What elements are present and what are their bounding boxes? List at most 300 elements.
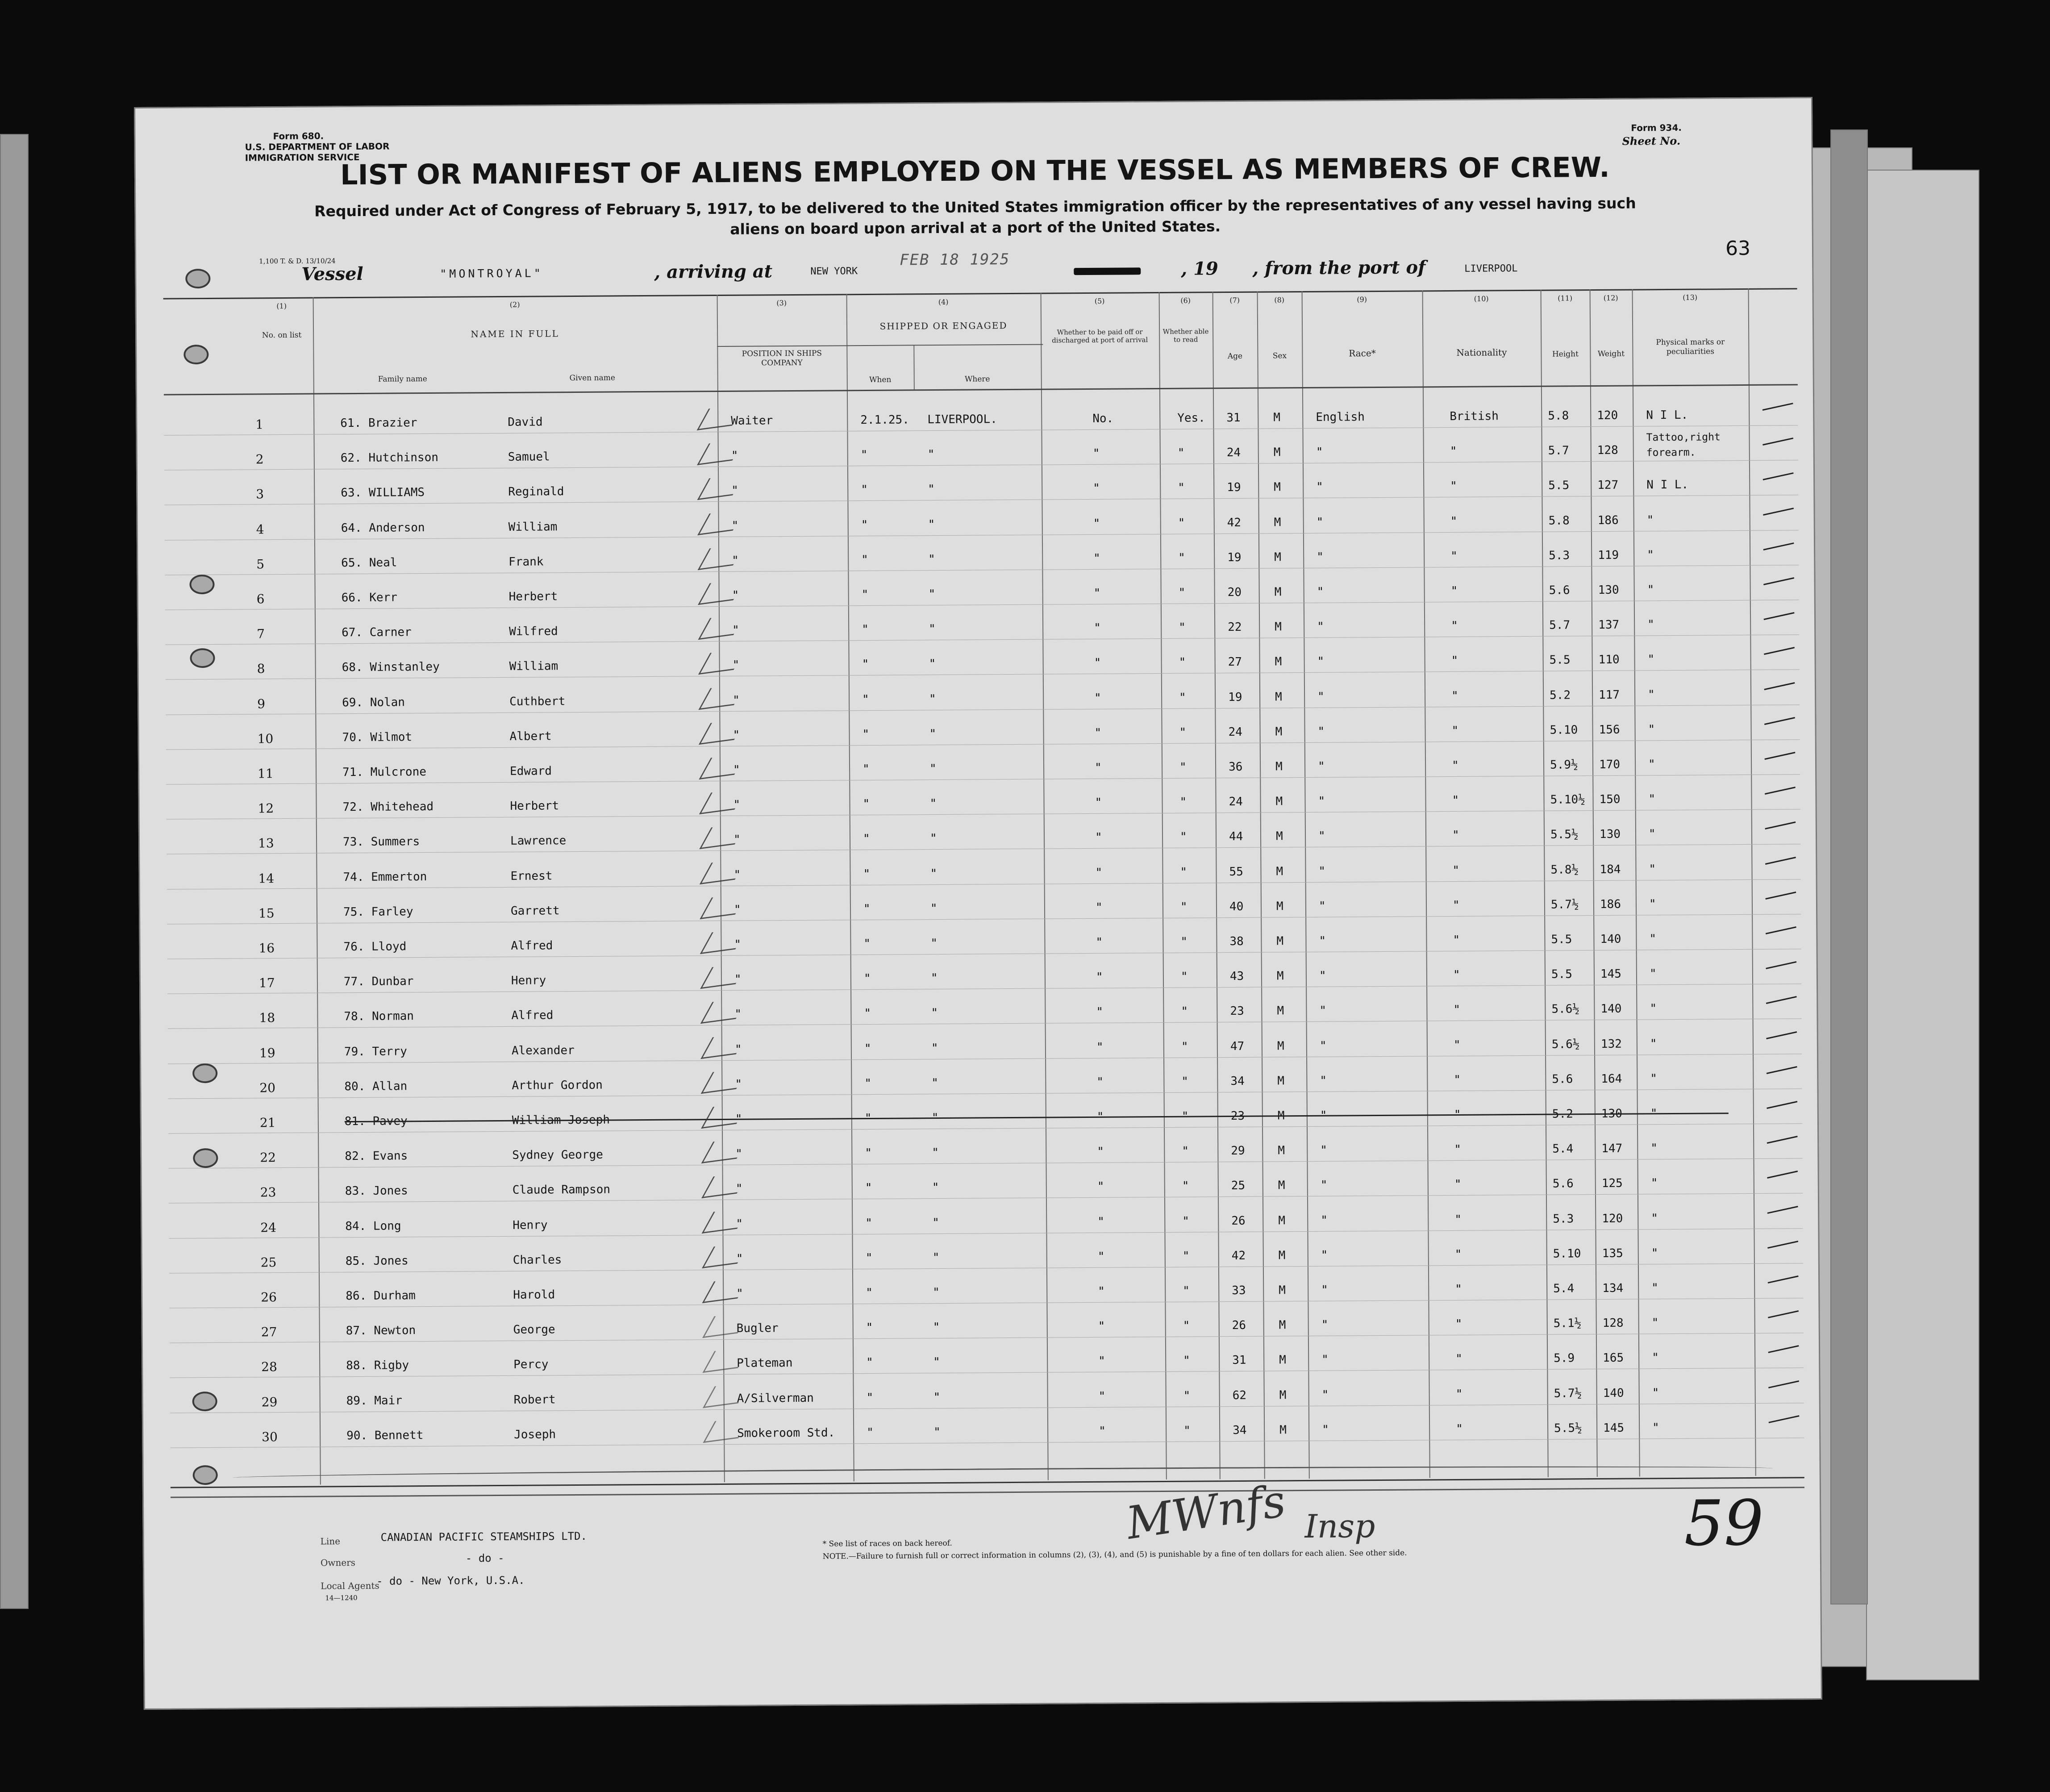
subtitle-line-2: aliens on board upon arrival at a port of the United States. xyxy=(730,217,1221,238)
weight-cell: 140 xyxy=(1600,932,1621,946)
height-cell: 5.4 xyxy=(1552,1142,1574,1156)
weight-cell: 150 xyxy=(1599,792,1621,807)
family-name-cell: 77. Dunbar xyxy=(343,975,414,989)
shipped-when-cell: 2.1.25. xyxy=(860,413,909,427)
family-name-cell: 81. Pavey xyxy=(344,1114,408,1129)
page-title: LIST OR MANIFEST OF ALIENS EMPLOYED ON THE VESSEL AS MEMBERS OF CREW. xyxy=(340,150,1610,192)
row-number-cell: 4 xyxy=(256,521,264,537)
form-number-left: Form 680. xyxy=(273,130,324,142)
owners-value: - do - xyxy=(465,1551,504,1565)
weight-cell: 120 xyxy=(1602,1212,1623,1225)
able-to-read-cell: " xyxy=(1178,481,1185,495)
margin-tick xyxy=(1763,542,1794,550)
col-2-number: (2) xyxy=(509,300,520,309)
able-to-read-cell: " xyxy=(1179,830,1187,844)
sex-cell: M xyxy=(1275,620,1282,634)
from-port-label: , from the port of xyxy=(1252,257,1426,279)
weight-cell: 128 xyxy=(1597,443,1618,458)
margin-tick xyxy=(1765,857,1796,865)
underlying-sheet-right-2 xyxy=(1866,170,1979,1680)
height-cell: 5.8 xyxy=(1548,409,1569,423)
margin-tick xyxy=(1767,1101,1797,1109)
physical-marks-cell: " xyxy=(1649,862,1656,876)
nationality-cell: " xyxy=(1453,933,1460,947)
margin-tick xyxy=(1766,996,1797,1004)
family-name-cell: 61. Brazier xyxy=(340,416,417,430)
paid-off-cell: " xyxy=(1096,935,1103,949)
given-name-cell: William xyxy=(509,659,558,674)
position-cell: Waiter xyxy=(731,414,773,428)
position-cell: " xyxy=(731,519,739,533)
nationality-cell: " xyxy=(1455,1282,1462,1296)
able-to-read-cell: " xyxy=(1178,586,1186,600)
paid-off-cell: " xyxy=(1098,1284,1105,1298)
nationality-cell: " xyxy=(1453,968,1460,982)
race-cell: " xyxy=(1316,480,1323,494)
shipped-when-cell: " xyxy=(862,658,869,671)
col-11-header: Height xyxy=(1552,350,1579,359)
shipped-when-cell: " xyxy=(865,1251,873,1265)
given-name-cell: Samuel xyxy=(508,450,550,464)
nationality-cell: " xyxy=(1454,1247,1462,1261)
race-cell: " xyxy=(1316,445,1323,459)
inspector-suffix: Insp xyxy=(1304,1507,1375,1546)
race-cell: " xyxy=(1317,725,1325,738)
nationality-cell: " xyxy=(1456,1422,1463,1436)
weight-cell: 125 xyxy=(1601,1177,1623,1191)
height-cell: 5.7½ xyxy=(1554,1386,1582,1400)
position-cell: " xyxy=(732,554,739,567)
paid-off-cell: " xyxy=(1097,1145,1104,1159)
height-cell: 5.10½ xyxy=(1550,793,1585,807)
family-name-cell: 68. Winstanley xyxy=(342,660,440,675)
weight-cell: 128 xyxy=(1602,1316,1624,1330)
agents-label: Local Agents xyxy=(321,1580,379,1592)
margin-tick xyxy=(1767,1171,1798,1179)
col-8-number: (8) xyxy=(1274,296,1285,304)
nationality-cell: " xyxy=(1453,1038,1461,1052)
given-name-cell: George xyxy=(513,1323,555,1337)
paid-off-cell: " xyxy=(1097,1250,1105,1263)
family-name-cell: 89. Mair xyxy=(346,1393,403,1408)
height-cell: 5.1½ xyxy=(1553,1317,1582,1330)
age-cell: 43 xyxy=(1229,970,1244,984)
height-cell: 5.7 xyxy=(1549,618,1571,632)
given-name-cell: Joseph xyxy=(514,1428,556,1442)
binder-hole xyxy=(190,648,215,668)
height-cell: 5.3 xyxy=(1553,1212,1574,1226)
height-cell: 5.7½ xyxy=(1550,898,1579,912)
nationality-cell: " xyxy=(1454,1213,1462,1226)
col-10-header: Nationality xyxy=(1456,347,1507,358)
height-cell: 5.5½ xyxy=(1550,828,1579,842)
age-cell: 24 xyxy=(1228,725,1243,739)
physical-marks-cell: " xyxy=(1648,827,1656,841)
margin-tick xyxy=(1769,1415,1800,1423)
races-note: * See list of races on back hereof. xyxy=(822,1538,952,1549)
race-cell: " xyxy=(1320,1179,1328,1192)
shipped-when-cell: " xyxy=(866,1286,873,1300)
given-name-cell: Ernest xyxy=(510,869,553,883)
sex-cell: M xyxy=(1275,725,1283,739)
able-to-read-cell: " xyxy=(1179,795,1187,809)
able-to-read-cell: " xyxy=(1183,1354,1190,1368)
able-to-read-cell: " xyxy=(1182,1249,1190,1263)
row-number-cell: 18 xyxy=(259,1010,275,1025)
position-cell: " xyxy=(733,693,740,707)
height-cell: 5.5 xyxy=(1548,479,1570,493)
sex-cell: M xyxy=(1275,655,1282,669)
race-cell: " xyxy=(1320,1143,1328,1157)
margin-tick xyxy=(1768,1345,1799,1353)
col-2-family-header: Family name xyxy=(378,374,427,384)
department-label: U.S. DEPARTMENT OF LABOR xyxy=(245,141,390,153)
vessel-label: Vessel xyxy=(301,263,363,285)
print-code: 1,100 T. & D. 13/10/24 xyxy=(259,257,336,266)
binder-hole xyxy=(183,345,208,364)
margin-tick xyxy=(1767,1136,1798,1144)
row-number-cell: 2 xyxy=(255,452,264,467)
physical-marks-cell: " xyxy=(1650,1176,1658,1190)
family-name-cell: 90. Bennett xyxy=(346,1428,424,1442)
weight-cell: 110 xyxy=(1598,653,1620,667)
weight-cell: 119 xyxy=(1598,548,1619,562)
shipped-when-cell: " xyxy=(861,518,868,532)
height-cell: 5.5½ xyxy=(1554,1421,1582,1435)
given-name-cell: Herbert xyxy=(508,590,558,604)
position-cell: A/Silverman xyxy=(737,1391,814,1405)
given-name-cell: Claude Rampson xyxy=(512,1183,611,1197)
position-cell: " xyxy=(731,484,739,498)
sex-cell: M xyxy=(1275,760,1283,774)
height-cell: 5.9½ xyxy=(1550,758,1578,772)
family-name-cell: 79. Terry xyxy=(344,1044,407,1059)
col-3-number: (3) xyxy=(776,299,787,308)
able-to-read-cell: " xyxy=(1181,1075,1189,1088)
shipped-when-cell: " xyxy=(863,937,871,951)
row-number-cell: 12 xyxy=(258,801,274,816)
physical-marks-cell: " xyxy=(1646,513,1654,527)
paid-off-cell: " xyxy=(1097,1180,1104,1194)
family-name-cell: 82. Evans xyxy=(345,1149,408,1163)
nationality-cell: " xyxy=(1455,1387,1463,1401)
age-cell: 31 xyxy=(1232,1354,1246,1367)
subtitle-line-1: Required under Act of Congress of February 5, 1917, to be delivered to the United States immigration officer by the representatives of any vessel having such xyxy=(314,194,1636,220)
nationality-cell: " xyxy=(1450,514,1458,528)
race-cell: " xyxy=(1321,1353,1329,1367)
shipped-when-cell: " xyxy=(862,692,869,706)
col-13-number: (13) xyxy=(1683,293,1698,302)
sex-cell: M xyxy=(1274,585,1282,599)
position-cell: " xyxy=(733,833,741,847)
inspector-signature: MWnfs xyxy=(1123,1475,1289,1550)
shipped-where-cell: " xyxy=(931,1076,939,1090)
line-value: CANADIAN PACIFIC STEAMSHIPS LTD. xyxy=(380,1529,588,1544)
form-number-right: Form 934. xyxy=(1631,122,1682,133)
paid-off-cell: " xyxy=(1094,691,1101,705)
weight-cell: 165 xyxy=(1603,1351,1624,1365)
sex-cell: M xyxy=(1278,1179,1285,1192)
age-cell: 26 xyxy=(1232,1319,1246,1333)
physical-marks-cell: " xyxy=(1648,723,1655,737)
age-cell: 19 xyxy=(1228,690,1242,704)
paid-off-cell: " xyxy=(1099,1424,1106,1438)
able-to-read-cell: " xyxy=(1180,865,1188,879)
given-name-cell: Sydney George xyxy=(512,1148,603,1163)
age-cell: 42 xyxy=(1231,1249,1246,1263)
height-cell: 5.6 xyxy=(1552,1177,1574,1191)
nationality-cell: British xyxy=(1450,409,1499,424)
position-cell: Smokeroom Std. xyxy=(737,1426,835,1440)
age-cell: 25 xyxy=(1231,1179,1246,1193)
physical-marks-cell: N I L. xyxy=(1646,478,1689,492)
margin-tick xyxy=(1766,961,1796,969)
row-number-cell: 19 xyxy=(259,1045,275,1060)
family-name-cell: 86. Durham xyxy=(346,1289,416,1303)
col-2-given-header: Given name xyxy=(569,373,615,383)
physical-marks-cell: " xyxy=(1649,967,1657,981)
race-cell: " xyxy=(1317,585,1324,599)
height-cell: 5.8 xyxy=(1548,513,1570,528)
col-12-number: (12) xyxy=(1603,293,1618,302)
given-name-cell: Percy xyxy=(513,1358,549,1372)
shipped-where-cell: LIVERPOOL. xyxy=(927,413,997,427)
agents-code: 14—1240 xyxy=(325,1594,358,1602)
physical-marks-cell: " xyxy=(1650,1142,1658,1155)
paid-off-cell: " xyxy=(1094,761,1102,775)
row-number-cell: 21 xyxy=(259,1115,276,1130)
weight-cell: 156 xyxy=(1599,723,1620,737)
paid-off-cell: " xyxy=(1098,1354,1105,1368)
shipped-where-cell: " xyxy=(931,1006,938,1020)
physical-marks-cell: N I L. xyxy=(1646,408,1688,422)
paid-off-cell: " xyxy=(1098,1389,1106,1403)
paid-off-cell: " xyxy=(1094,656,1101,670)
position-cell: " xyxy=(734,1008,742,1021)
sex-cell: M xyxy=(1279,1284,1286,1297)
height-cell: 5.6 xyxy=(1552,1072,1573,1086)
sex-cell: M xyxy=(1279,1423,1287,1437)
given-name-cell: Wilfred xyxy=(509,625,558,639)
age-cell: 19 xyxy=(1227,550,1242,564)
nationality-cell: " xyxy=(1450,445,1457,458)
race-cell: " xyxy=(1322,1423,1329,1437)
position-cell: " xyxy=(733,763,740,777)
physical-marks-cell: " xyxy=(1652,1421,1659,1435)
margin-tick xyxy=(1764,682,1795,690)
height-cell: 5.9 xyxy=(1554,1351,1575,1366)
sex-cell: M xyxy=(1276,864,1283,878)
col-10-number: (10) xyxy=(1474,294,1489,303)
age-cell: 34 xyxy=(1233,1423,1247,1437)
row-number-cell: 17 xyxy=(258,975,275,991)
weight-cell: 170 xyxy=(1599,758,1621,771)
race-cell: " xyxy=(1317,620,1324,634)
sex-cell: M xyxy=(1277,1074,1285,1088)
weight-cell: 186 xyxy=(1597,513,1619,527)
owners-label: Owners xyxy=(320,1557,356,1568)
row-number-cell: 27 xyxy=(261,1325,277,1340)
position-cell: " xyxy=(733,728,740,742)
race-cell: " xyxy=(1318,829,1325,843)
binder-hole xyxy=(192,1063,217,1083)
margin-tick xyxy=(1767,1206,1798,1214)
shipped-where-cell: " xyxy=(929,727,937,741)
sex-cell: M xyxy=(1278,1144,1285,1158)
family-name-cell: 64. Anderson xyxy=(341,521,425,535)
weight-cell: 140 xyxy=(1603,1386,1624,1400)
arriving-label: , arriving at xyxy=(654,261,773,283)
margin-tick xyxy=(1764,717,1795,725)
margin-tick xyxy=(1767,1066,1797,1074)
height-cell: 5.4 xyxy=(1553,1282,1575,1296)
page-number: 63 xyxy=(1725,237,1751,260)
able-to-read-cell: " xyxy=(1179,691,1186,704)
height-cell: 5.10 xyxy=(1553,1247,1581,1261)
paid-off-cell: " xyxy=(1096,1040,1104,1054)
row-number-cell: 3 xyxy=(256,487,264,502)
shipped-when-cell: " xyxy=(861,588,869,602)
sex-cell: M xyxy=(1279,1388,1287,1402)
margin-tick xyxy=(1763,577,1794,585)
weight-cell: 130 xyxy=(1598,583,1619,597)
able-to-read-cell: " xyxy=(1181,1040,1188,1054)
row-number-cell: 23 xyxy=(260,1185,276,1200)
nationality-cell: " xyxy=(1453,1003,1461,1017)
paid-off-cell: No. xyxy=(1092,412,1114,425)
shipped-where-cell: " xyxy=(933,1355,940,1369)
height-cell: 5.6½ xyxy=(1551,1037,1580,1051)
shipped-when-cell: " xyxy=(861,553,868,567)
race-cell: " xyxy=(1319,1004,1327,1018)
paid-off-cell: " xyxy=(1092,446,1100,461)
nationality-cell: " xyxy=(1452,794,1459,808)
position-cell: " xyxy=(735,1147,743,1161)
shipped-where-cell: " xyxy=(930,901,938,915)
race-cell: " xyxy=(1316,515,1324,529)
row-number-cell: 13 xyxy=(258,836,274,851)
shipped-when-cell: " xyxy=(863,902,871,916)
given-name-cell: Alexander xyxy=(511,1043,575,1058)
shipped-where-cell: " xyxy=(933,1321,940,1334)
weight-cell: 127 xyxy=(1597,479,1619,492)
able-to-read-cell: Yes. xyxy=(1177,411,1206,425)
race-cell: " xyxy=(1318,864,1326,878)
nationality-cell: " xyxy=(1454,1178,1462,1192)
shipped-when-cell: " xyxy=(864,1042,871,1055)
weight-cell: 132 xyxy=(1600,1037,1622,1051)
family-name-cell: 70. Wilmot xyxy=(342,730,412,744)
physical-marks-cell: " xyxy=(1648,792,1656,806)
sex-cell: M xyxy=(1277,1004,1284,1018)
position-cell: " xyxy=(733,868,741,882)
binder-hole xyxy=(193,1148,218,1168)
able-to-read-cell: " xyxy=(1177,446,1185,460)
given-name-cell: Harold xyxy=(513,1288,555,1302)
vessel-name: "MONTROYAL" xyxy=(440,267,543,280)
physical-marks-cell: " xyxy=(1651,1281,1658,1295)
family-name-cell: 78. Norman xyxy=(344,1009,414,1024)
paid-off-cell: " xyxy=(1093,517,1100,530)
penalty-note: NOTE.—Failure to furnish full or correct information in columns (2), (3), (4), and (5) is punishable by a fine of ten dollars for each alien. See other side. xyxy=(822,1548,1407,1561)
shipped-where-cell: " xyxy=(933,1390,941,1404)
shipped-where-cell: " xyxy=(932,1146,939,1160)
height-cell: 5.5 xyxy=(1551,967,1572,981)
col-4-number: (4) xyxy=(938,297,949,307)
nationality-cell: " xyxy=(1454,1143,1462,1157)
shipped-when-cell: " xyxy=(866,1391,874,1404)
shipped-when-cell: " xyxy=(862,832,870,846)
age-cell: 36 xyxy=(1228,760,1243,774)
given-name-cell: Cuthbert xyxy=(509,694,566,708)
row-number-cell: 6 xyxy=(256,592,265,607)
nationality-cell: " xyxy=(1454,1073,1461,1087)
age-cell: 55 xyxy=(1229,865,1243,879)
shipped-when-cell: " xyxy=(862,623,869,637)
race-cell: " xyxy=(1321,1213,1328,1227)
col-1-number: (1) xyxy=(276,301,287,311)
age-cell: 24 xyxy=(1226,446,1241,460)
margin-tick xyxy=(1764,612,1795,620)
row-number-cell: 28 xyxy=(261,1359,277,1375)
shipped-where-cell: " xyxy=(927,448,935,462)
position-cell: " xyxy=(732,623,739,638)
position-cell: " xyxy=(734,1042,742,1056)
nationality-cell: " xyxy=(1455,1317,1462,1331)
nationality-cell: " xyxy=(1450,549,1458,563)
paid-off-cell: " xyxy=(1094,621,1101,635)
paid-off-cell: " xyxy=(1098,1319,1105,1334)
row-number-cell: 15 xyxy=(258,905,275,921)
paid-off-cell: " xyxy=(1095,900,1103,914)
row-number-cell: 14 xyxy=(258,871,275,886)
redaction-bar xyxy=(1074,267,1141,275)
height-cell: 5.10 xyxy=(1550,723,1578,737)
family-name-cell: 75. Farley xyxy=(343,905,413,919)
given-name-cell: Alfred xyxy=(511,1009,554,1023)
shipped-where-cell: " xyxy=(929,797,937,811)
shipped-where-cell: " xyxy=(929,832,937,846)
nationality-cell: " xyxy=(1450,584,1458,598)
sex-cell: M xyxy=(1277,1039,1284,1053)
agents-value: - do - New York, U.S.A. xyxy=(376,1574,525,1588)
row-number-cell: 10 xyxy=(257,731,274,746)
shipped-where-cell: " xyxy=(932,1181,939,1195)
shipped-when-cell: " xyxy=(865,1216,873,1230)
shipped-where-cell: " xyxy=(930,867,938,880)
row-number-cell: 1 xyxy=(255,417,264,432)
nationality-cell: " xyxy=(1455,1352,1462,1366)
age-cell: 40 xyxy=(1229,900,1244,913)
weight-cell: 117 xyxy=(1599,688,1620,702)
age-cell: 19 xyxy=(1227,481,1241,495)
race-cell: " xyxy=(1317,550,1324,564)
shipped-when-cell: " xyxy=(866,1321,873,1335)
date-stamp: FEB 18 1925 xyxy=(900,250,1010,269)
service-label: IMMIGRATION SERVICE xyxy=(245,151,360,163)
physical-marks-cell: " xyxy=(1650,1071,1658,1086)
col-4-where-header: Where xyxy=(964,375,990,384)
col-9-number: (9) xyxy=(1357,295,1367,304)
weight-cell: 140 xyxy=(1600,1002,1622,1016)
year-label: , 19 xyxy=(1181,258,1218,279)
binder-hole xyxy=(193,1465,218,1485)
race-cell: " xyxy=(1321,1283,1328,1297)
col-3-header: POSITION IN SHIPS COMPANY xyxy=(742,349,822,368)
col-4-header: SHIPPED OR ENGAGED xyxy=(879,320,1008,332)
shipped-where-cell: " xyxy=(928,517,935,531)
shipped-when-cell: " xyxy=(867,1425,874,1439)
